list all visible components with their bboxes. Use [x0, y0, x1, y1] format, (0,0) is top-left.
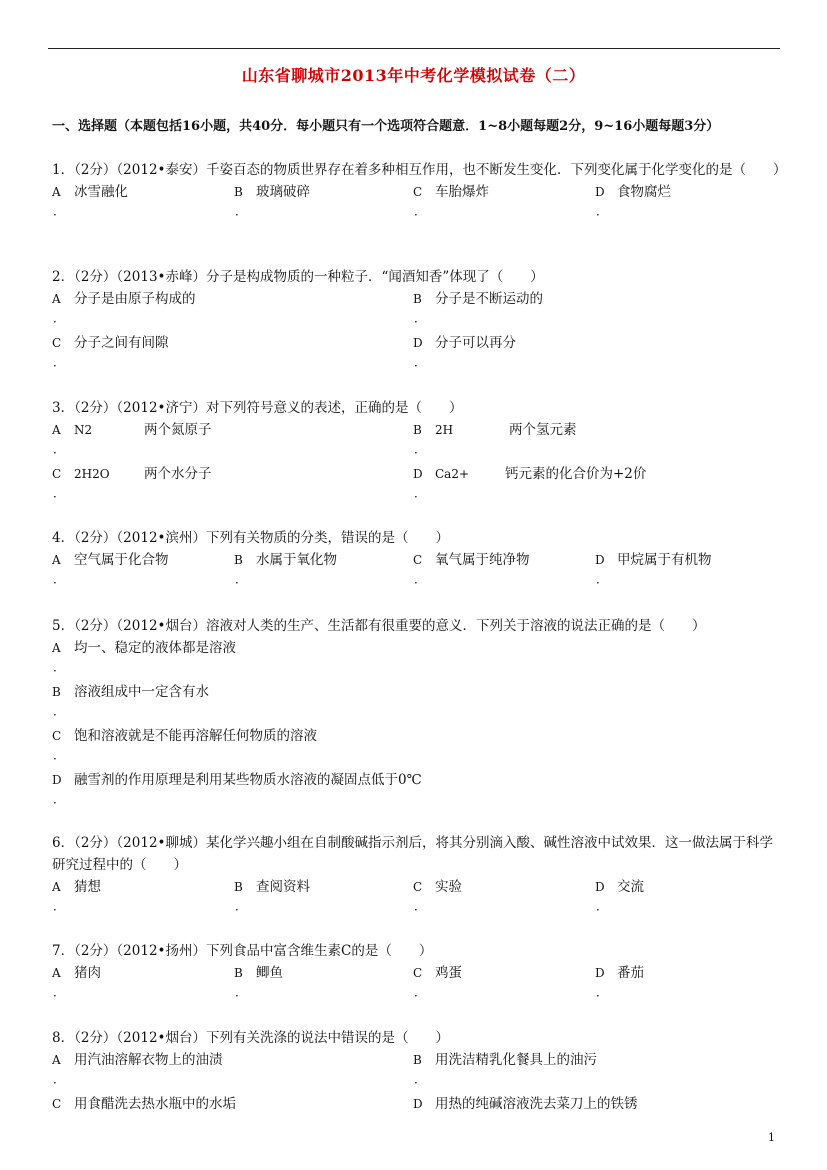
question-stem: 3．（2分）（2012•济宁）对下列符号意义的表述，正确的是（ ） [52, 400, 463, 416]
formula: Ca2+ [435, 467, 470, 481]
section-heading: 一、选择题（本题包括16小题，共40分．每小题只有一个选项符合题意．1~8小题每题2分，9~16小题每题3分） [52, 119, 720, 134]
options-row: A ． 分子是由原子构成的 B ． 分子是不断运动的 [52, 291, 543, 325]
formula: 2H2O [74, 467, 110, 481]
options-row: B ． 溶液组成中一定含有水 [52, 684, 209, 718]
question-stem: 7．（2分）（2012•扬州）下列食品中富含维生素C的是（ ） [52, 943, 433, 959]
question-stem: 5．（2分）（2012•烟台）溶液对人类的生产、生活都有很重要的意义．下列关于溶液的说法正确的是（ ） [52, 618, 706, 634]
options-row: A ． 用汽油溶解衣物上的油渍 B ． 用洗洁精乳化餐具上的油污 [52, 1052, 597, 1086]
question-8 [52, 1027, 780, 1137]
question-stem: 6．（2分）（2012•聊城）某化学兴趣小组在自制酸碱指示剂后，将其分别滴入酸、碱性溶液中试效果．这一做法属于科学研究过程中的（ ） [52, 835, 773, 873]
options-row: C ． 2H2O 两个水分子 D ． Ca2+ 钙元素的化合价为+2价 [52, 463, 780, 507]
page-number: 1 [768, 1131, 775, 1144]
question-2 [52, 266, 780, 376]
question-6 [52, 832, 780, 920]
page-title: 山东省聊城市2013年中考化学模拟试卷（二） [241, 66, 586, 85]
options-row: D ． 融雪剂的作用原理是利用某些物质水溶液的凝固点低于0℃ [52, 772, 422, 806]
options-row: C ． 分子之间有间隙 D ． 分子可以再分 [52, 335, 516, 369]
formula: N2 [74, 423, 93, 437]
options-row: A ． 冰雪融化 B ． 玻璃破碎 C ． 车胎爆炸 D ． 食物腐烂 [52, 184, 671, 218]
question-stem: 2．（2分）（2013•赤峰）分子是构成物质的一种粒子．“闻酒知香”体现了（ ） [52, 269, 544, 285]
options-row: A ． 空气属于化合物 B ． 水属于氧化物 C ． 氧气属于纯净物 D ． 甲烷属于有机物 [52, 552, 712, 586]
question-7 [52, 940, 780, 1006]
question-1 [52, 159, 787, 225]
question-stem: 1．（2分）（2012•泰安）千姿百态的物质世界存在着多种相互作用，也不断发生变化．下列变化属于化学变化的是（ ） [52, 162, 787, 178]
question-3 [52, 397, 780, 507]
options-row: A ． 猜想 B ． 查阅资料 C ． 实验 D ． 交流 [52, 879, 644, 913]
options-row: A ． 均一、稳定的液体都是溶液 [52, 640, 236, 674]
top-rule [48, 48, 780, 49]
options-row: C 用食醋洗去热水瓶中的水垢 D 用热的纯碱溶液洗去菜刀上的铁锈 [52, 1096, 638, 1112]
formula: 2H [435, 423, 454, 437]
question-5 [52, 615, 780, 813]
options-row: C ． 饱和溶液就是不能再溶解任何物质的溶液 [52, 728, 317, 762]
question-stem: 8．（2分）（2012•烟台）下列有关洗涤的说法中错误的是（ ） [52, 1030, 449, 1046]
question-stem: 4．（2分）（2012•滨州）下列有关物质的分类，错误的是（ ） [52, 530, 449, 546]
options-row: A ． N2 两个氮原子 B ． 2H 两个氢元素 [52, 419, 780, 463]
question-4 [52, 527, 780, 593]
options-row: A ． 猪肉 B ． 鲫鱼 C ． 鸡蛋 D ． 番茄 [52, 965, 644, 999]
